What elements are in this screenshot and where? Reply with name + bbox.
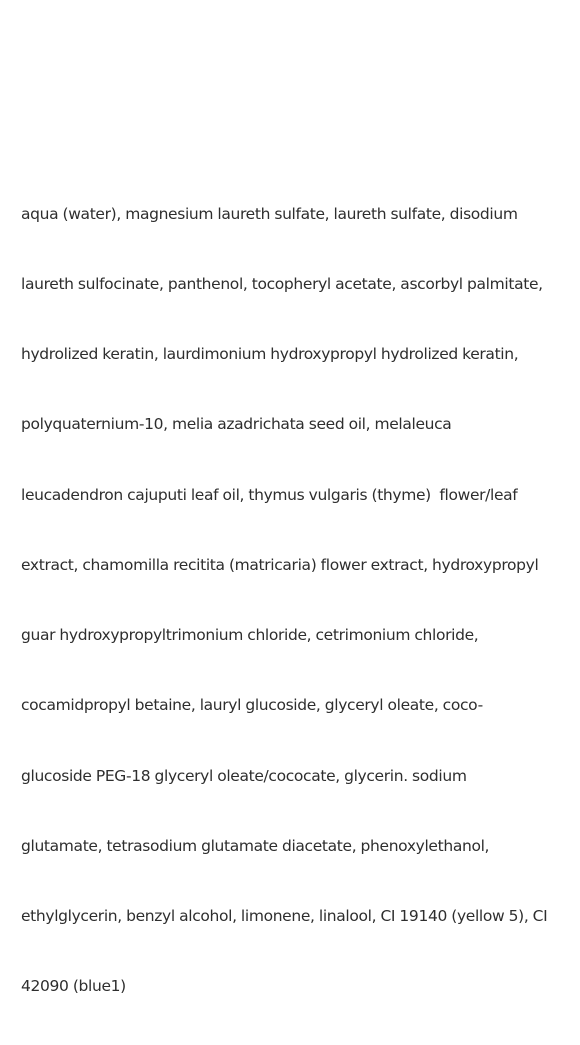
ingredients-line: leucadendron cajuputi leaf oil, thymus vulgaris (thyme) flower/leaf bbox=[21, 485, 518, 504]
ingredients-line: cocamidpropyl betaine, lauryl glucoside, glyceryl oleate, coco- bbox=[21, 696, 483, 715]
ingredients-line: ethylglycerin, benzyl alcohol, limonene, linalool, CI 19140 (yellow 5), CI bbox=[21, 907, 548, 925]
ingredients-line: glucoside PEG-18 glyceryl oleate/cococate, glycerin. sodium bbox=[21, 766, 467, 785]
ingredients-line: glutamate, tetrasodium glutamate diacetate, phenoxylethanol, bbox=[21, 836, 490, 855]
ingredients-line: extract, chamomilla recitita (matricaria) flower extract, hydroxypropyl bbox=[21, 555, 539, 574]
ingredients-line: aqua (water), magnesium laureth sulfate, laureth sulfate, disodium bbox=[21, 204, 518, 223]
ingredients-line: hydrolized keratin, laurdimonium hydroxypropyl hydrolized keratin, bbox=[21, 345, 519, 364]
ingredients-text bbox=[21, 156, 566, 1045]
ingredients-line: 42090 (blue1) bbox=[21, 977, 126, 996]
ingredients-line: laureth sulfocinate, panthenol, tocopheryl acetate, ascorbyl palmitate, bbox=[21, 275, 543, 294]
ingredients-line: polyquaternium-10, melia azadrichata seed oil, melaleuca bbox=[21, 415, 452, 434]
ingredients-line: guar hydroxypropyltrimonium chloride, cetrimonium chloride, bbox=[21, 626, 479, 645]
